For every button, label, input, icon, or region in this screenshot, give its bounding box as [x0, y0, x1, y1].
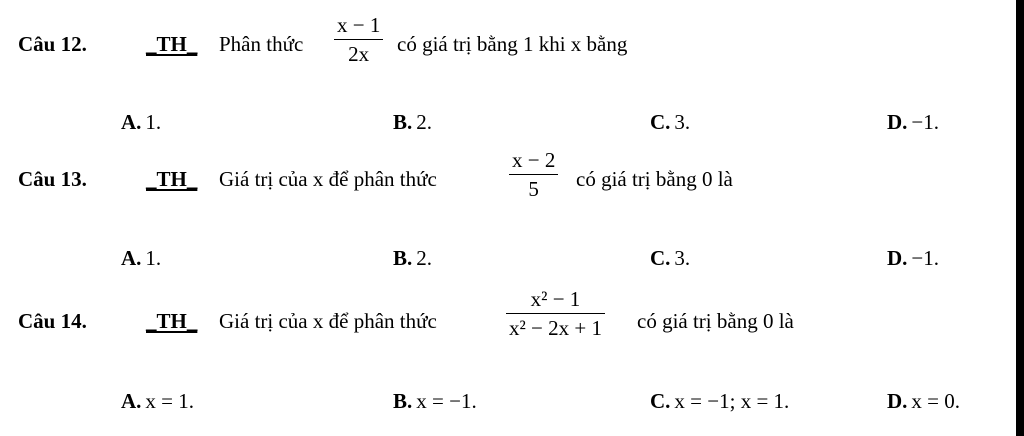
answer-option-d[interactable] [887, 110, 939, 135]
answer-label: A. [121, 110, 142, 134]
answer-label: D. [887, 246, 908, 270]
answer-value: −1. [911, 110, 940, 134]
question-text-after: có giá trị bằng 0 là [576, 167, 733, 191]
question-tag: _TH_ [146, 167, 198, 191]
answer-option-a[interactable] [121, 110, 161, 135]
answer-label: A. [121, 246, 142, 270]
fraction-numerator: x² − 1 [530, 287, 581, 311]
question-fraction [506, 288, 605, 339]
question-fraction [334, 14, 383, 65]
question-fraction [509, 149, 558, 200]
answer-value: x = −1. [416, 389, 477, 413]
answer-label: C. [650, 389, 671, 413]
answer-option-a[interactable] [121, 389, 194, 414]
answer-option-b[interactable] [393, 246, 432, 271]
answer-value: x = 0. [911, 389, 961, 413]
question-number: Câu 14. [18, 309, 87, 333]
question-tag: _TH_ [146, 32, 198, 56]
answer-label: A. [121, 389, 142, 413]
answer-value: x = 1. [145, 389, 195, 413]
question-text-before: Giá trị của x để phân thức [219, 167, 437, 191]
fraction-bar [509, 174, 558, 175]
answer-value: x = −1; x = 1. [674, 389, 790, 413]
answer-option-b[interactable] [393, 389, 477, 414]
fraction-denominator: 5 [528, 177, 539, 202]
fraction-numerator: x − 1 [337, 13, 381, 37]
answer-option-d[interactable] [887, 246, 939, 271]
fraction-denominator: 2x [348, 42, 370, 67]
answer-label: B. [393, 389, 413, 413]
question-number: Câu 12. [18, 32, 87, 56]
answer-label: D. [887, 389, 908, 413]
answer-option-b[interactable] [393, 110, 432, 135]
answer-label: D. [887, 110, 908, 134]
question-tag: _TH_ [146, 309, 198, 333]
fraction-numerator: x − 2 [512, 148, 556, 172]
answer-option-d[interactable] [887, 389, 960, 414]
question-text-after: có giá trị bằng 0 là [637, 309, 794, 333]
answer-option-a[interactable] [121, 246, 161, 271]
answer-label: C. [650, 110, 671, 134]
answer-value: 1. [145, 246, 162, 270]
answer-value: 3. [674, 110, 691, 134]
answer-option-c[interactable] [650, 246, 690, 271]
answer-option-c[interactable] [650, 110, 690, 135]
question-text-before: Giá trị của x để phân thức [219, 309, 437, 333]
question-number: Câu 13. [18, 167, 87, 191]
answer-value: 2. [416, 246, 433, 270]
fraction-bar [506, 313, 605, 314]
answer-label: B. [393, 110, 413, 134]
answer-value: −1. [911, 246, 940, 270]
fraction-bar [334, 39, 383, 40]
answer-label: C. [650, 246, 671, 270]
question-text-after: có giá trị bằng 1 khi x bằng [397, 32, 628, 56]
question-text-before: Phân thức [219, 32, 304, 56]
answer-value: 1. [145, 110, 162, 134]
answer-value: 2. [416, 110, 433, 134]
answer-label: B. [393, 246, 413, 270]
answer-option-c[interactable] [650, 389, 789, 414]
answer-value: 3. [674, 246, 691, 270]
fraction-denominator: x² − 2x + 1 [509, 316, 602, 341]
